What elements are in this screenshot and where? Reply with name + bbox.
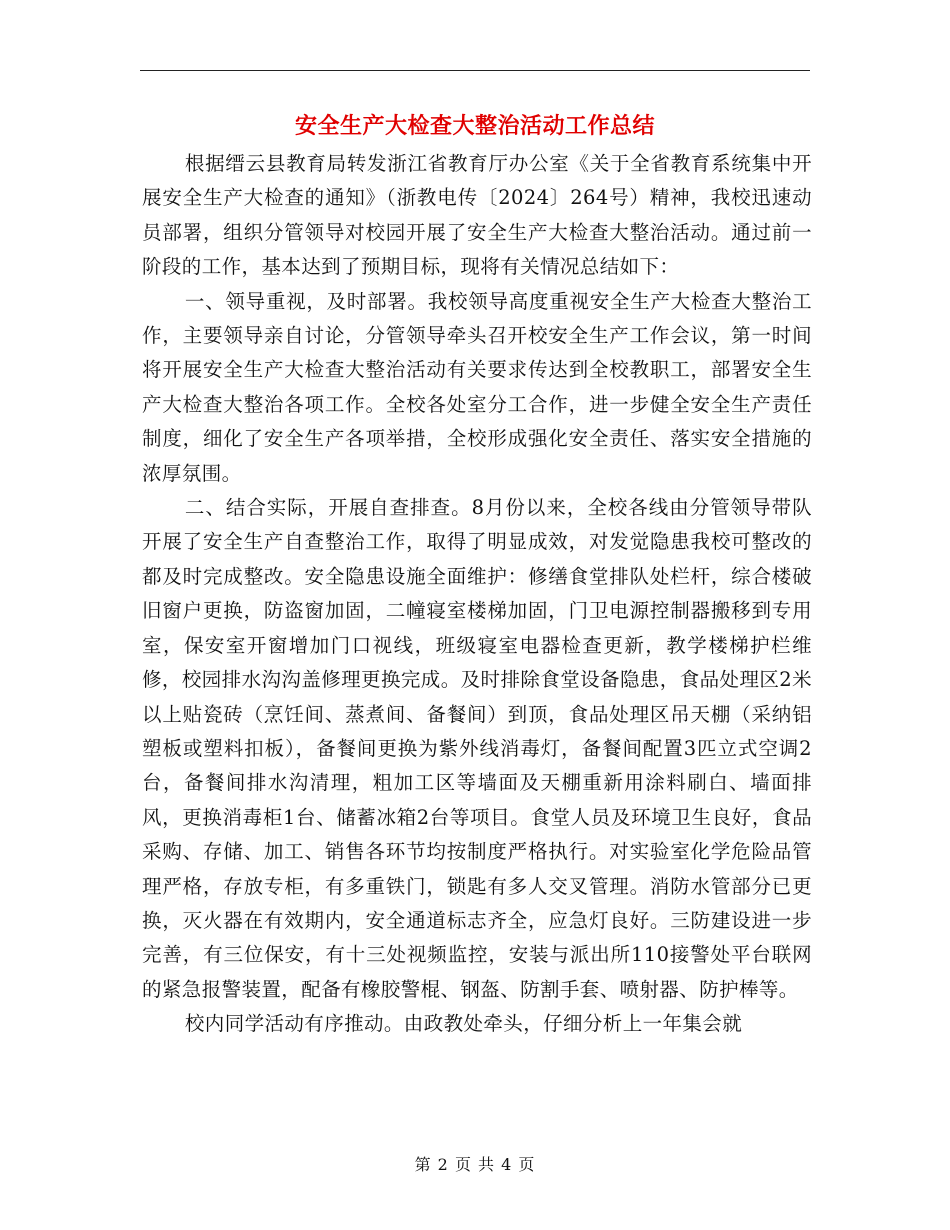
paragraph-intro: 根据缙云县教育局转发浙江省教育厅办公室《关于全省教育系统集中开展安全生产大检查的通知》（浙教电传〔2024〕264号）精神，我校迅速动员部署，组织分管领导对校园开展了安全生产大检查大整治活动。通过前一阶段的工作，基本达到了预期目标，现将有关情况总结如下：: [142, 152, 812, 279]
document-title: 安全生产大检查大整治活动工作总结: [294, 113, 655, 139]
paragraph-self-inspection: 二、结合实际，开展自查排查。8月份以来，全校各线由分管领导带队开展了安全生产自查整治工作，取得了明显成效，对发觉隐患我校可整改的都及时完成整改。安全隐患设施全面维护：修缮食堂排队处栏杆，综合楼破旧窗户更换，防盗窗加固，二幢寝室楼梯加固，门卫电源控制器搬移到专用室，保安室开窗增加门口视线，班级寝室电器检查更新，教学楼梯护栏维修，校园排水沟沟盖修理更换完成。及时排除食堂设备隐患，食品处理区2米以上贴瓷砖（烹饪间、蒸煮间、备餐间）到顶，食品处理区吊天棚（采纳铝塑板或塑料扣板），备餐间更换为紫外线消毒灯，备餐间配置3匹立式空调2台，备餐间排水沟清理，粗加工区等墙面及天棚重新用涂料刷白、墙面排风，更换消毒柜1台、储蓄冰箱2台等项目。食堂人员及环境卫生良好，食品采购、存储、加工、销售各环节均按制度严格执行。对实验室化学危险品管理严格，存放专柜，有多重铁门，锁匙有多人交叉管理。消防水管部分已更换，灭火器在有效期内，安全通道标志齐全，应急灯良好。三防建设进一步完善，有三位保安，有十三处视频监控，安装与派出所110接警处平台联网的紧急报警装置，配备有橡胶警棍、钢盔、防割手套、喷射器、防护棒等。: [142, 496, 812, 1001]
document-body: [142, 147, 812, 1042]
paragraph-student-activities: 校内同学活动有序推动。由政教处牵头，仔细分析上一年集会就: [184, 1012, 743, 1036]
page-number: 第 2 页 共 4 页: [414, 1155, 536, 1174]
paragraph-leadership: 一、领导重视，及时部署。我校领导高度重视安全生产大检查大整治工作，主要领导亲自讨论，分管领导牵头召开校安全生产工作会议，第一时间将开展安全生产大检查大整治活动有关要求传达到全校教职工，部署安全生产大检查大整治各项工作。全校各处室分工合作，进一步健全安全生产责任制度，细化了安全生产各项举措，全校形成强化安全责任、落实安全措施的浓厚氛围。: [142, 289, 812, 485]
header-rule: [140, 70, 810, 71]
